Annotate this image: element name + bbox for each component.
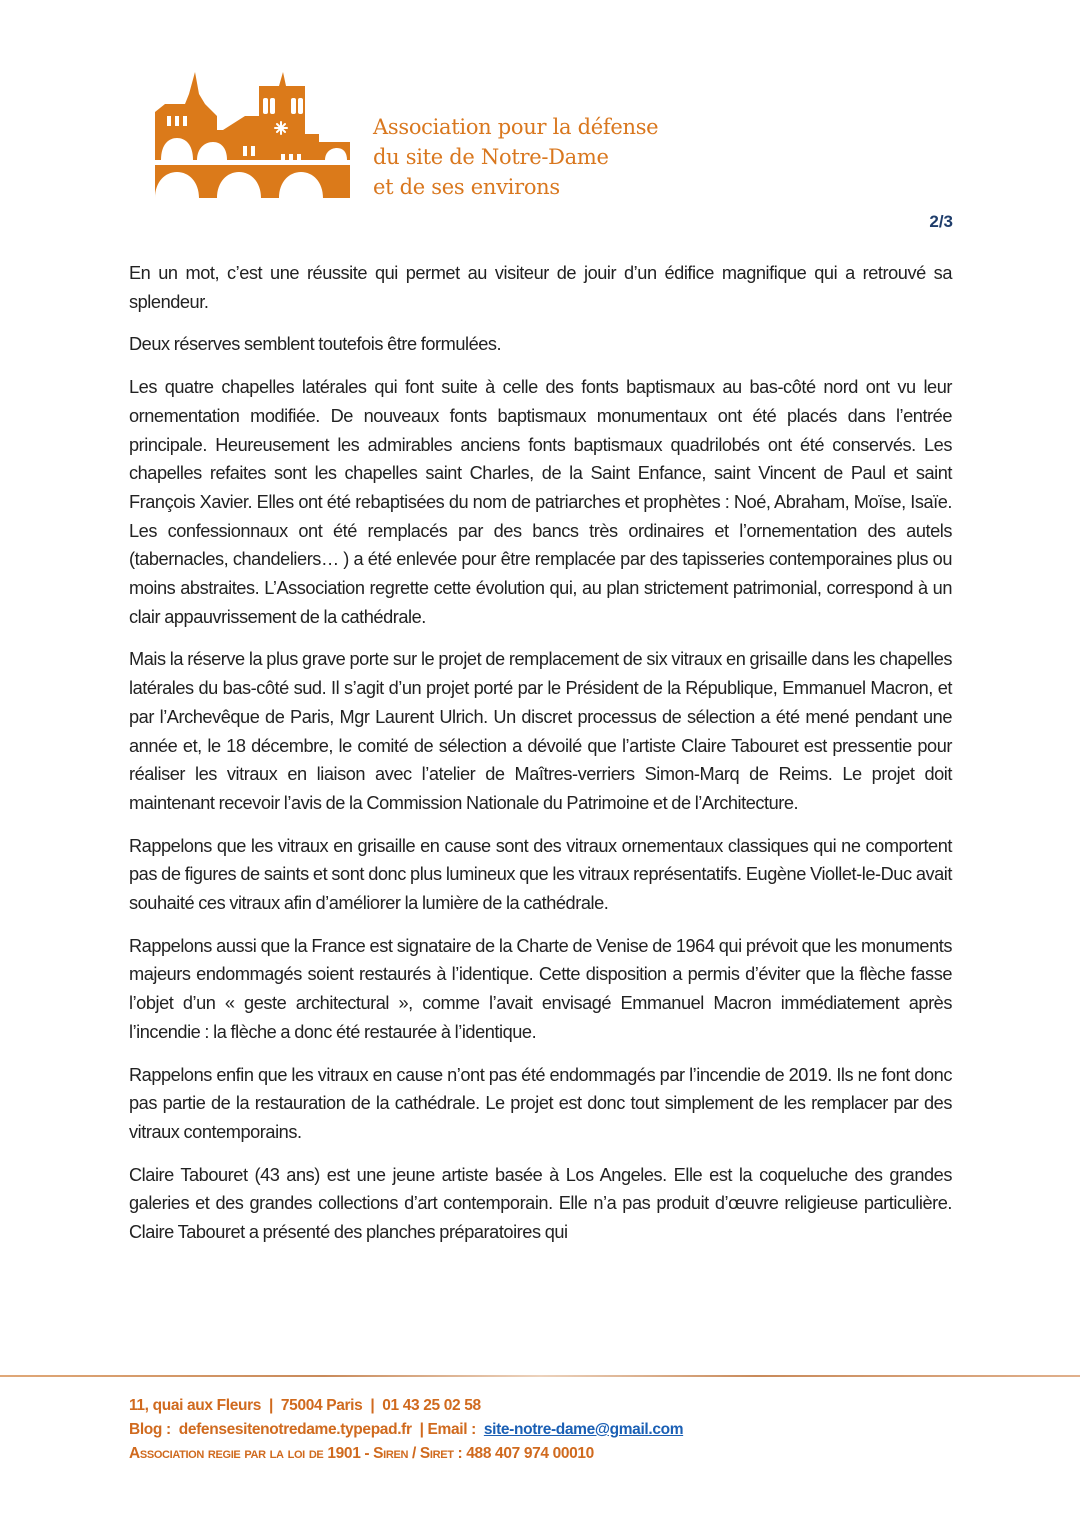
footer [129, 1394, 683, 1466]
separator: | [370, 1397, 375, 1414]
paragraph: En un mot, c’est une réussite qui permet au visiteur de jouir d’un édifice magnifique qui a retrouvé sa splendeur. [129, 263, 952, 312]
organization-name-line-3: et de ses environs [373, 175, 560, 199]
footer-legal: Association regie par la loi de 1901 - Siren / Siret : 488 407 974 00010 [129, 1445, 594, 1462]
organization-name-line-1: Association pour la défense [373, 115, 659, 139]
paragraph: Mais la réserve la plus grave porte sur le projet de remplacement de six vitraux en grisaille dans les chapelles latérales du bas-côté sud. Il s’agit d’un projet porté par le Président de la République, Emmanuel Macron, et par l’Archevêque de Paris, Mgr Laurent Ulrich. Un discret processus de sélection a été mené pendant une année et, le 18 décembre, le comité de sélection a dévoilé que l’artiste Claire Tabouret est pressentie pour réaliser les vitraux en liaison avec l’atelier de Maîtres-verriers Simon-Marq de Reims. Le projet doit maintenant recevoir l’avis de la Commission Nationale du Patrimoine et de l’Architecture. [129, 649, 952, 813]
footer-web-row [129, 1418, 683, 1442]
footer-divider [0, 1375, 1080, 1377]
paragraph: Rappelons aussi que la France est signataire de la Charte de Venise de 1964 qui prévoit que les monuments majeurs endommagés soient restaurés à l’identique. Cette disposition a permis d’éviter que la flèche fasse l’objet d’un « geste architectural », comme l’avait envisagé Emmanuel Macron immédiatement après l’incendie : la flèche a donc été restaurée à l’identique. [129, 935, 952, 1042]
page-number: 2/3 [929, 212, 953, 231]
blog-label: Blog : [129, 1421, 171, 1438]
organization-name [373, 112, 658, 202]
separator: | [419, 1421, 424, 1438]
paragraph: Les quatre chapelles latérales qui font suite à celle des fonts baptismaux au bas-côté nord ont vu leur ornementation modifiée. De nouveaux fonts baptismaux monumentaux ont été placés dans l’entrée principale. Heureusement les admirables anciens fonts baptismaux quadrilobés ont été conservés. Les chapelles refaites sont les chapelles saint Charles, de la Saint Enfance, saint Vincent de Paul et saint François Xavier. Elles ont été rebaptisées du nom de patriarches et prophètes : Noé, Abraham, Moïse, Isaïe. Les confessionnaux ont été remplacés par des bancs très ordinaires et l’ornementation des autels (tabernacles, chandeliers… ) a été enlevée pour être remplacée par des tapisseries contemporaines plus ou moins abstraites. L’Association regrette cette évolution qui, au plan strictement patrimonial, correspond à un clair appauvrissement de la cathédrale. [129, 377, 952, 627]
blog-url: defensesitenotredame.typepad.fr [178, 1421, 412, 1438]
footer-city: 75004 Paris [280, 1397, 363, 1414]
organization-name-line-2: du site de Notre-Dame [373, 145, 609, 169]
footer-contact-row [129, 1394, 683, 1418]
notre-dame-bridge-logo-icon [155, 72, 350, 198]
email-label: Email : [427, 1421, 476, 1438]
paragraph: Claire Tabouret (43 ans) est une jeune artiste basée à Los Angeles. Elle est la coqueluche des grandes galeries et des grandes collections d’art contemporain. Elle n’a pas produit d’œuvre religieuse particulière. Claire Tabouret a présenté des planches préparatoires qui [129, 1164, 952, 1243]
footer-address: 11, quai aux Fleurs [129, 1397, 262, 1414]
email-link[interactable]: site-notre-dame@gmail.com [483, 1421, 684, 1438]
footer-phone: 01 43 25 02 58 [382, 1397, 481, 1414]
letter-body [129, 259, 952, 1261]
paragraph: Deux réserves semblent toutefois être formulées. [129, 334, 502, 355]
paragraph: Rappelons que les vitraux en grisaille en cause sont des vitraux ornementaux classiques qui ne comportent pas de figures de saints et sont donc plus lumineux que les vitraux représentatifs. Eugène Viollet-le-Duc avait souhaité ces vitraux afin d’améliorer la lumière de la cathédrale. [129, 835, 952, 914]
separator: | [268, 1397, 273, 1414]
paragraph: Rappelons enfin que les vitraux en cause n’ont pas été endommagés par l’incendie de 2019. Ils ne font donc pas partie de la restauration de la cathédrale. Le projet est donc tout simplement de les remplacer par des vitraux contemporains. [129, 1064, 952, 1142]
letterhead [155, 72, 675, 202]
